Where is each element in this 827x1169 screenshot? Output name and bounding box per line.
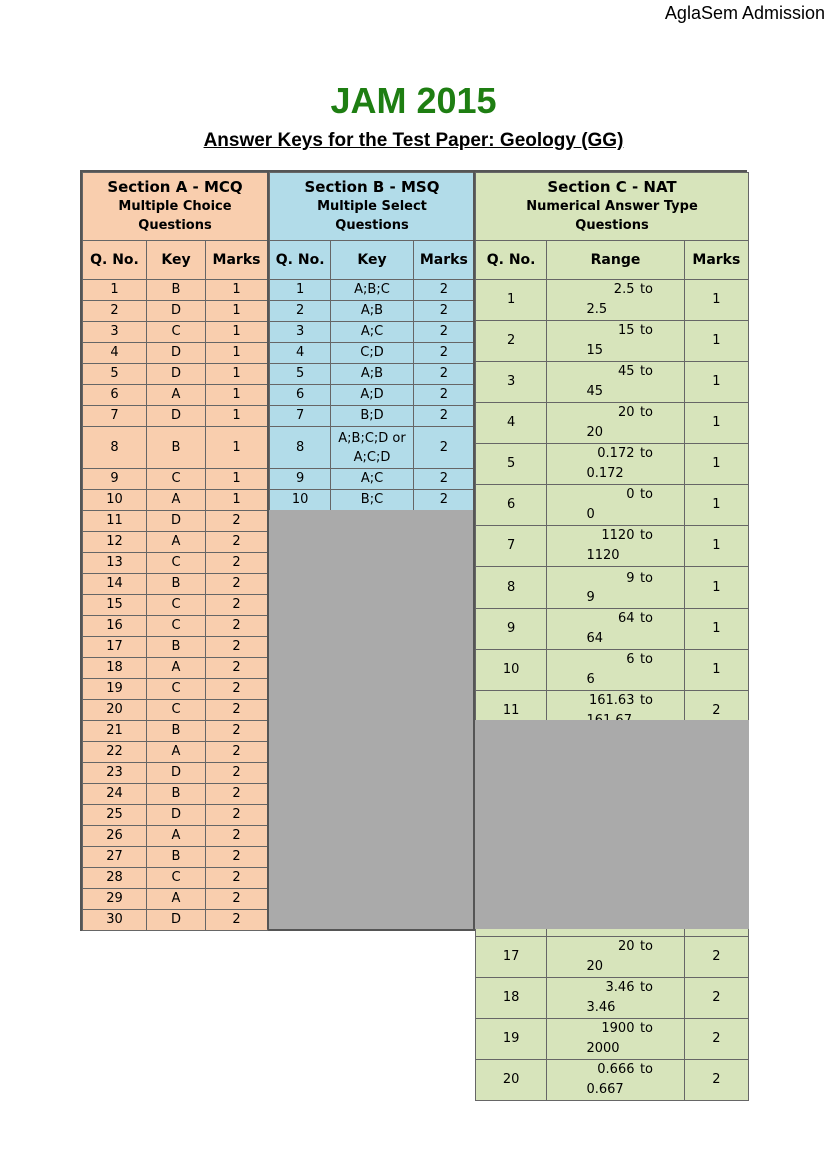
table-row xyxy=(270,490,475,511)
question-number: 16 xyxy=(83,616,147,637)
answer-range xyxy=(547,1019,684,1060)
answer-key: A xyxy=(147,532,206,553)
answer-range xyxy=(547,650,684,691)
column-header-range: Range xyxy=(547,241,684,280)
marks: 2 xyxy=(413,406,474,427)
table-row xyxy=(476,1060,749,1101)
range-low: 1120 xyxy=(601,528,635,543)
column-header-qno: Q. No. xyxy=(270,241,331,280)
table-row xyxy=(476,485,749,526)
marks: 1 xyxy=(684,280,748,321)
range-low: 0.666 xyxy=(597,1062,635,1077)
question-number: 2 xyxy=(83,301,147,322)
marks: 2 xyxy=(206,889,268,910)
marks: 2 xyxy=(413,427,474,469)
question-number: 23 xyxy=(83,763,147,784)
answer-range xyxy=(547,937,684,978)
question-number: 1 xyxy=(270,280,331,301)
marks: 1 xyxy=(684,650,748,691)
range-high: 0.667 xyxy=(586,1082,624,1097)
range-high: 15 xyxy=(586,343,604,358)
page-subtitle: Answer Keys for the Test Paper: Geology (GG) xyxy=(203,130,624,151)
range-low: 6 xyxy=(626,652,635,667)
range-high: 2.5 xyxy=(586,302,608,317)
table-row xyxy=(83,364,268,385)
table-row xyxy=(476,444,749,485)
question-number: 4 xyxy=(476,403,547,444)
answer-key: A;B xyxy=(331,364,413,385)
marks: 2 xyxy=(206,532,268,553)
table-row xyxy=(270,301,475,322)
question-number: 27 xyxy=(83,847,147,868)
range-to: to xyxy=(639,364,654,379)
question-number: 6 xyxy=(270,385,331,406)
question-number: 8 xyxy=(270,427,331,469)
marks: 1 xyxy=(206,343,268,364)
answer-key: D xyxy=(147,910,206,931)
question-number: 7 xyxy=(83,406,147,427)
answer-range xyxy=(547,1060,684,1101)
answer-key: B xyxy=(147,847,206,868)
section-c-heading: Section C - NAT xyxy=(547,178,677,196)
marks: 1 xyxy=(206,406,268,427)
range-to: to xyxy=(639,570,654,586)
range-high: 9 xyxy=(586,589,595,605)
table-row xyxy=(83,868,268,889)
answer-key: B;C xyxy=(331,490,413,511)
column-header-qno: Q. No. xyxy=(476,241,547,280)
answer-range xyxy=(547,609,684,650)
answer-key: D xyxy=(147,364,206,385)
table-row xyxy=(476,321,749,362)
watermark-text: AglaSem Admission xyxy=(664,3,825,23)
table-row xyxy=(83,637,268,658)
question-number: 13 xyxy=(83,553,147,574)
question-number: 7 xyxy=(270,406,331,427)
marks: 2 xyxy=(413,490,474,511)
question-number: 6 xyxy=(83,385,147,406)
question-number: 18 xyxy=(83,658,147,679)
range-low: 20 xyxy=(617,405,635,420)
answer-key: A xyxy=(147,889,206,910)
answer-key: C xyxy=(147,553,206,574)
table-row xyxy=(476,362,749,403)
table-row xyxy=(476,650,749,691)
answer-key: B xyxy=(147,427,206,469)
question-number: 7 xyxy=(476,526,547,567)
answer-key: C xyxy=(147,868,206,889)
range-low: 64 xyxy=(617,611,635,626)
table-row xyxy=(83,889,268,910)
table-row xyxy=(83,595,268,616)
answer-key: B xyxy=(147,721,206,742)
answer-key: C xyxy=(147,700,206,721)
table-row xyxy=(83,805,268,826)
marks: 2 xyxy=(206,616,268,637)
question-number: 2 xyxy=(270,301,331,322)
answer-range xyxy=(547,321,684,362)
range-low: 0 xyxy=(626,487,635,502)
marks: 2 xyxy=(684,978,748,1019)
section-c-subheading-2: Questions xyxy=(575,218,649,233)
marks: 2 xyxy=(413,469,474,490)
table-row xyxy=(476,937,749,978)
question-number: 28 xyxy=(83,868,147,889)
table-row xyxy=(83,343,268,364)
table-row xyxy=(270,427,475,469)
section-b-subheading-2: Questions xyxy=(335,218,409,233)
range-high: 64 xyxy=(586,631,604,646)
question-number: 17 xyxy=(476,937,547,978)
marks: 2 xyxy=(684,691,748,732)
section-a-subheading-2: Questions xyxy=(138,218,212,233)
marks: 1 xyxy=(206,490,268,511)
question-number: 10 xyxy=(270,490,331,511)
marks: 1 xyxy=(684,321,748,362)
section-c-table xyxy=(475,172,749,1101)
section-b-empty-area xyxy=(269,510,475,929)
table-row xyxy=(83,721,268,742)
range-to: to xyxy=(639,980,654,995)
table-row xyxy=(476,280,749,321)
range-to: to xyxy=(639,693,654,708)
marks: 2 xyxy=(413,385,474,406)
section-c-column xyxy=(473,172,749,1097)
question-number: 1 xyxy=(83,280,147,301)
answer-key: C xyxy=(147,679,206,700)
marks: 2 xyxy=(684,937,748,978)
range-to: to xyxy=(639,611,654,626)
table-row xyxy=(83,910,268,931)
marks: 1 xyxy=(684,567,748,609)
section-a-header xyxy=(83,173,268,241)
table-row xyxy=(270,406,475,427)
question-number: 20 xyxy=(476,1060,547,1101)
marks: 2 xyxy=(206,700,268,721)
marks: 2 xyxy=(206,511,268,532)
table-row xyxy=(83,511,268,532)
answer-key: C xyxy=(147,469,206,490)
table-row xyxy=(83,406,268,427)
table-row xyxy=(83,679,268,700)
answer-key: B xyxy=(147,280,206,301)
range-to: to xyxy=(639,323,654,338)
table-row xyxy=(83,700,268,721)
question-number: 11 xyxy=(83,511,147,532)
range-low: 0.172 xyxy=(597,446,635,461)
answer-key: C xyxy=(147,595,206,616)
range-high: 0 xyxy=(586,507,595,522)
answer-range xyxy=(547,978,684,1019)
answer-range xyxy=(547,485,684,526)
answer-key: A xyxy=(147,385,206,406)
answer-key: D xyxy=(147,343,206,364)
question-number: 17 xyxy=(83,637,147,658)
range-to: to xyxy=(639,939,654,954)
marks: 2 xyxy=(206,679,268,700)
range-to: to xyxy=(639,528,654,543)
table-row xyxy=(83,490,268,511)
range-high: 20 xyxy=(586,959,604,974)
range-low: 9 xyxy=(626,570,635,586)
question-number: 24 xyxy=(83,784,147,805)
marks: 2 xyxy=(206,658,268,679)
question-number: 30 xyxy=(83,910,147,931)
question-number: 10 xyxy=(83,490,147,511)
answer-range xyxy=(547,526,684,567)
marks: 2 xyxy=(206,847,268,868)
section-c-empty-area xyxy=(475,720,749,929)
answer-key: D xyxy=(147,763,206,784)
table-row xyxy=(83,385,268,406)
page-title: JAM 2015 xyxy=(330,80,497,121)
section-b-header xyxy=(270,173,475,241)
range-high: 6 xyxy=(586,672,595,687)
range-to: to xyxy=(639,652,654,667)
table-row xyxy=(83,553,268,574)
table-row xyxy=(270,469,475,490)
question-number: 8 xyxy=(476,567,547,609)
marks: 2 xyxy=(206,868,268,889)
answer-key: A;C xyxy=(331,322,413,343)
marks: 2 xyxy=(206,574,268,595)
range-to: to xyxy=(639,487,654,502)
section-b-subheading: Multiple Select xyxy=(317,199,427,214)
table-row xyxy=(270,385,475,406)
table-row xyxy=(270,343,475,364)
question-number: 9 xyxy=(476,609,547,650)
section-a-table xyxy=(82,172,268,931)
marks: 1 xyxy=(206,301,268,322)
question-number: 4 xyxy=(270,343,331,364)
question-number: 6 xyxy=(476,485,547,526)
question-number: 26 xyxy=(83,826,147,847)
range-high: 0.172 xyxy=(586,466,624,481)
table-row xyxy=(476,1019,749,1060)
range-to: to xyxy=(639,282,654,297)
range-low: 20 xyxy=(617,939,635,954)
marks: 1 xyxy=(206,280,268,301)
answer-range xyxy=(547,362,684,403)
range-to: to xyxy=(639,1021,654,1036)
question-number: 3 xyxy=(83,322,147,343)
marks: 2 xyxy=(684,1060,748,1101)
marks: 2 xyxy=(206,784,268,805)
answer-range xyxy=(547,567,684,609)
marks: 2 xyxy=(206,721,268,742)
marks: 2 xyxy=(206,553,268,574)
column-header-marks: Marks xyxy=(413,241,474,280)
question-number: 2 xyxy=(476,321,547,362)
question-number: 5 xyxy=(270,364,331,385)
marks: 1 xyxy=(684,362,748,403)
section-a-heading: Section A - MCQ xyxy=(107,178,243,196)
question-number: 9 xyxy=(270,469,331,490)
answer-key: A xyxy=(147,826,206,847)
marks: 1 xyxy=(206,364,268,385)
answer-key: A xyxy=(147,742,206,763)
range-to: to xyxy=(639,446,654,461)
marks: 2 xyxy=(206,637,268,658)
table-row xyxy=(83,469,268,490)
question-number: 12 xyxy=(83,532,147,553)
table-row xyxy=(270,280,475,301)
table-row xyxy=(83,826,268,847)
column-header-marks: Marks xyxy=(684,241,748,280)
marks: 2 xyxy=(413,343,474,364)
answer-key: A;B xyxy=(331,301,413,322)
question-number: 19 xyxy=(83,679,147,700)
question-number: 3 xyxy=(476,362,547,403)
marks: 2 xyxy=(206,910,268,931)
answer-key: D xyxy=(147,406,206,427)
range-low: 2.5 xyxy=(613,282,635,297)
table-row xyxy=(83,616,268,637)
marks: 1 xyxy=(684,609,748,650)
table-row xyxy=(83,532,268,553)
range-low: 1900 xyxy=(601,1021,635,1036)
section-c-header xyxy=(476,173,749,241)
answer-key: A;B;C;D or A;C;D xyxy=(331,427,413,469)
table-row xyxy=(83,847,268,868)
range-to: to xyxy=(639,1062,654,1077)
marks: 2 xyxy=(206,595,268,616)
question-number: 9 xyxy=(83,469,147,490)
range-high: 2000 xyxy=(586,1041,620,1056)
marks: 1 xyxy=(684,403,748,444)
marks: 1 xyxy=(206,469,268,490)
marks: 2 xyxy=(206,826,268,847)
question-number: 19 xyxy=(476,1019,547,1060)
table-row xyxy=(83,784,268,805)
question-number: 1 xyxy=(476,280,547,321)
question-number: 11 xyxy=(476,691,547,732)
answer-key: B xyxy=(147,784,206,805)
table-row xyxy=(83,763,268,784)
answer-key: C xyxy=(147,322,206,343)
table-row xyxy=(476,526,749,567)
answer-key: D xyxy=(147,301,206,322)
marks: 1 xyxy=(684,485,748,526)
marks: 1 xyxy=(206,427,268,469)
table-row xyxy=(476,567,749,609)
range-to: to xyxy=(639,405,654,420)
answer-range xyxy=(547,280,684,321)
answer-key: A;C xyxy=(331,469,413,490)
marks: 1 xyxy=(684,444,748,485)
range-low: 3.46 xyxy=(605,980,635,995)
answer-key: B;D xyxy=(331,406,413,427)
answer-range xyxy=(547,403,684,444)
answer-range xyxy=(547,444,684,485)
range-low: 15 xyxy=(617,323,635,338)
table-row xyxy=(270,364,475,385)
question-number: 5 xyxy=(476,444,547,485)
answer-key: C;D xyxy=(331,343,413,364)
section-b-column xyxy=(267,172,475,929)
marks: 2 xyxy=(413,364,474,385)
table-row xyxy=(270,322,475,343)
section-b-table xyxy=(269,172,475,511)
answer-key: D xyxy=(147,805,206,826)
table-row xyxy=(476,978,749,1019)
column-header-key: Key xyxy=(147,241,206,280)
answer-key: A;B;C xyxy=(331,280,413,301)
marks: 2 xyxy=(206,805,268,826)
range-low: 161.63 xyxy=(588,693,635,708)
table-row xyxy=(83,427,268,469)
table-row xyxy=(476,403,749,444)
marks: 2 xyxy=(413,301,474,322)
section-a-column xyxy=(82,172,267,929)
answer-key: A xyxy=(147,490,206,511)
answer-key: D xyxy=(147,511,206,532)
question-number: 15 xyxy=(83,595,147,616)
answer-key: A;D xyxy=(331,385,413,406)
table-row xyxy=(83,574,268,595)
range-high: 20 xyxy=(586,425,604,440)
question-number: 5 xyxy=(83,364,147,385)
range-high: 3.46 xyxy=(586,1000,616,1015)
marks: 2 xyxy=(684,1019,748,1060)
marks: 2 xyxy=(206,763,268,784)
range-high: 1120 xyxy=(586,548,620,563)
question-number: 18 xyxy=(476,978,547,1019)
question-number: 21 xyxy=(83,721,147,742)
section-c-subheading: Numerical Answer Type xyxy=(526,199,698,214)
answer-key: B xyxy=(147,574,206,595)
question-number: 22 xyxy=(83,742,147,763)
answer-key-grid xyxy=(80,170,747,1097)
table-row xyxy=(83,301,268,322)
table-row xyxy=(83,280,268,301)
answer-key: B xyxy=(147,637,206,658)
answer-key: A xyxy=(147,658,206,679)
answer-key: C xyxy=(147,616,206,637)
range-high: 45 xyxy=(586,384,604,399)
marks: 2 xyxy=(206,742,268,763)
column-header-marks: Marks xyxy=(206,241,268,280)
table-row xyxy=(83,322,268,343)
question-number: 25 xyxy=(83,805,147,826)
question-number: 3 xyxy=(270,322,331,343)
section-a-subheading: Multiple Choice xyxy=(118,199,232,214)
table-row xyxy=(83,658,268,679)
question-number: 20 xyxy=(83,700,147,721)
question-number: 29 xyxy=(83,889,147,910)
question-number: 14 xyxy=(83,574,147,595)
question-number: 8 xyxy=(83,427,147,469)
marks: 1 xyxy=(684,526,748,567)
range-low: 45 xyxy=(617,364,635,379)
column-header-qno: Q. No. xyxy=(83,241,147,280)
table-row xyxy=(83,742,268,763)
marks: 1 xyxy=(206,322,268,343)
marks: 2 xyxy=(413,322,474,343)
table-row xyxy=(476,609,749,650)
section-b-heading: Section B - MSQ xyxy=(304,178,440,196)
column-header-key: Key xyxy=(331,241,413,280)
marks: 2 xyxy=(413,280,474,301)
marks: 1 xyxy=(206,385,268,406)
question-number: 10 xyxy=(476,650,547,691)
question-number: 4 xyxy=(83,343,147,364)
